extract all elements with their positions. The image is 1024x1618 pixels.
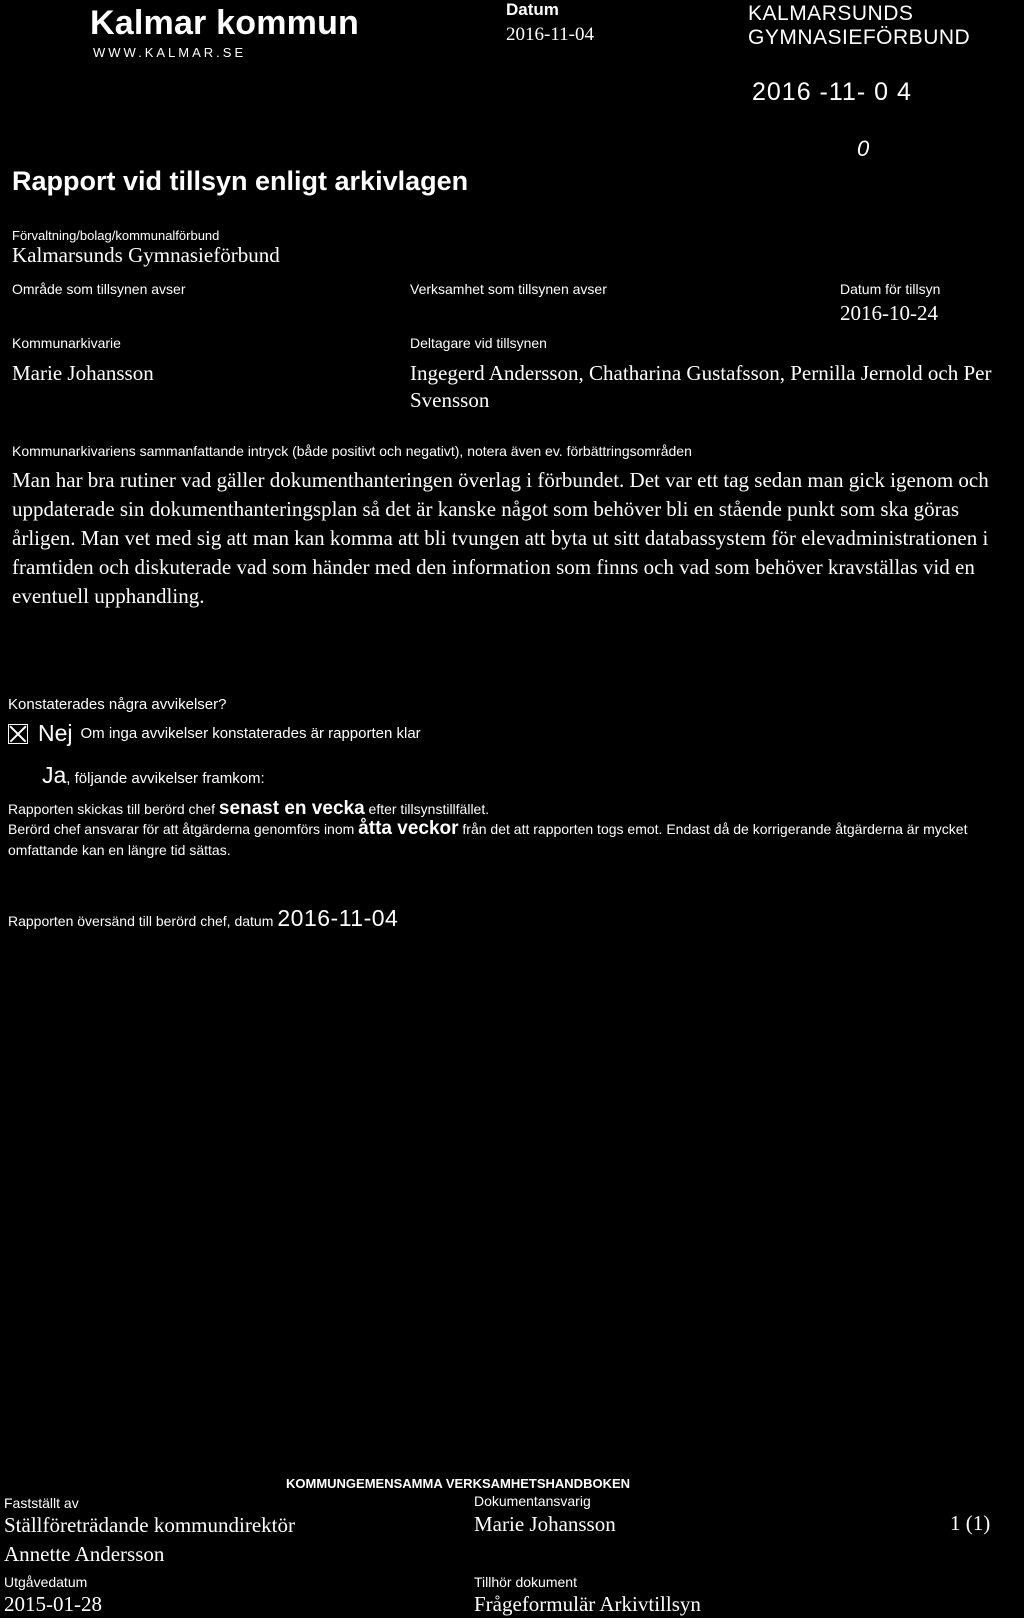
nej-option[interactable] [8,720,421,747]
page-number: 1 (1) [950,1511,991,1535]
stamp-line-2: GYMNASIEFÖRBUND [748,26,971,49]
inspection-date-label: Datum för tillsyn [840,281,941,297]
archivist-value: Marie Johansson [12,361,154,385]
belongs-to-value: Frågeformulär Arkivtillsyn [474,1592,701,1616]
stamp-date: 2016 -11- 0 4 [752,78,912,106]
activity-label: Verksamhet som tillsynen avser [410,281,607,297]
handbook-heading: KOMMUNGEMENSAMMA VERKSAMHETSHANDBOKEN [286,1476,631,1491]
send-instruction [8,798,489,820]
nej-description: Om inga avvikelser konstaterades är rapporten klar [80,725,421,742]
ja-option[interactable] [42,762,265,789]
participants-label: Deltagare vid tillsynen [410,335,547,351]
resp-pre: Berörd chef ansvarar för att åtgärderna genomförs inom [8,821,359,837]
logo-title: Kalmar kommun [90,4,360,42]
header-date-label: Datum [506,0,559,19]
issue-date-label: Utgåvedatum [4,1574,88,1590]
approved-by-label: Fastställt av [4,1495,79,1511]
inspection-date-value: 2016-10-24 [840,301,938,325]
ja-label: Ja [42,762,67,788]
deviation-question: Konstaterades några avvikelser? [8,696,227,713]
document-title: Rapport vid tillsyn enligt arkivlagen [12,166,469,196]
responsibility-instruction [8,818,1008,861]
stamp-handwritten-mark: 0 [857,136,870,161]
nej-label: Nej [38,720,73,746]
logo-url: WWW.KALMAR.SE [93,45,247,60]
sent-label: Rapporten översänd till berörd chef, datum [8,913,274,929]
resp-deadline: åtta veckor [358,818,459,839]
org-label: Förvaltning/bolag/kommunalförbund [12,228,220,243]
org-value: Kalmarsunds Gymnasieförbund [12,243,280,267]
belongs-to-label: Tillhör dokument [474,1574,577,1590]
received-stamp [748,2,970,50]
nej-checkbox-checked[interactable] [8,724,28,744]
ja-description: , följande avvikelser framkom: [66,770,265,787]
sent-line [8,905,398,932]
stamp-line-1: KALMARSUNDS [748,2,914,25]
send-pre: Rapporten skickas till berörd chef [8,801,219,817]
doc-owner-value: Marie Johansson [474,1512,616,1536]
approved-by-name: Annette Andersson [4,1542,165,1566]
summary-text: Man har bra rutiner vad gäller dokumenthanteringen överlag i förbundet. Det var ett tag sedan man gick igenom och uppdaterade sin dokumenthanteringsplan så det är kanske något som behöver bli en stående punkt som ska göras årligen. Man vet med sig att man kan komma att bli tvungen att byta ut sitt databassystem för elevadministrationen i framtiden och diskuterade vad som händer med den information som finns och vad som behöver kravställas vid en eventuell upphandling. [12,468,989,608]
summary-label: Kommunarkivariens sammanfattande intryck (både positivt och negativt), notera även ev. förbättringsområden [12,443,692,459]
sent-date: 2016-11-04 [277,905,399,931]
area-label: Område som tillsynen avser [12,281,186,297]
send-deadline: senast en vecka [218,798,365,819]
header-date-value: 2016-11-04 [506,24,594,45]
participants-value: Ingegerd Andersson, Chatharina Gustafsson, Pernilla Jernold och Per Svensson [410,361,992,412]
approved-by-title: Ställföreträdande kommundirektör [4,1513,295,1537]
archivist-label: Kommunarkivarie [12,335,121,351]
issue-date-value: 2015-01-28 [4,1592,102,1616]
send-post: efter tillsynstillfället. [364,801,490,817]
doc-owner-label: Dokumentansvarig [474,1493,591,1509]
resp-post: från det att rapporten togs emot. Endast då de korrigerande åtgärderna är mycket omfattande kan en längre tid sättas. [8,821,968,858]
